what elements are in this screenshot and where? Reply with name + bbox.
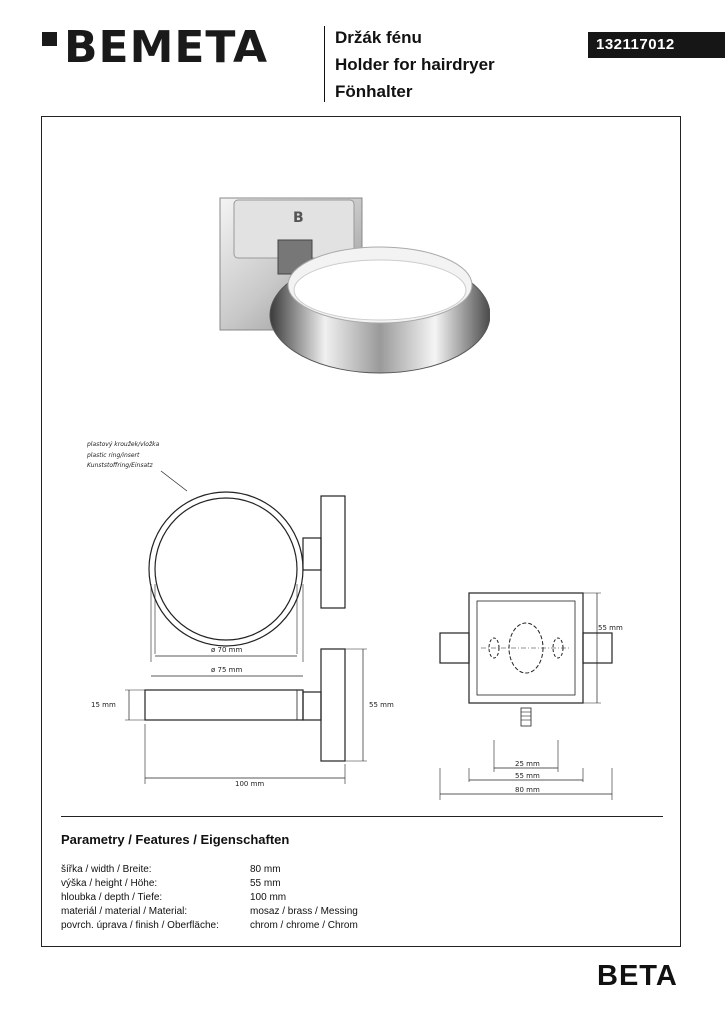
arm-side-view — [303, 692, 321, 720]
technical-drawing — [41, 116, 681, 816]
plate-side-view — [321, 649, 345, 761]
insert-label-de: Kunststoffring/Einsatz — [87, 462, 153, 469]
dim-plate-height: 55 mm — [598, 624, 623, 632]
product-title-en: Holder for hairdryer — [335, 55, 495, 74]
features-title: Parametry / Features / Eigenschaften — [61, 832, 290, 847]
product-title-de: Fönhalter — [335, 82, 413, 101]
arm-left-stub — [440, 633, 469, 663]
dim-depth: 100 mm — [235, 780, 265, 788]
feature-row-depth — [61, 891, 621, 905]
ring-outer-circle — [149, 492, 303, 646]
product-code: 132117012 — [588, 32, 725, 58]
feature-label: výška / height / Höhe: — [61, 878, 158, 889]
brand-logo-mark — [42, 32, 57, 46]
insert-label-en: plastic ring/insert — [87, 452, 140, 459]
feature-value: 80 mm — [250, 864, 281, 875]
arm-top-view — [303, 538, 321, 570]
dim-inner-diameter: ø 70 mm — [211, 646, 243, 654]
product-title-cs: Držák fénu — [335, 28, 422, 47]
insert-leader — [161, 471, 187, 491]
feature-label: materiál / material / Material: — [61, 906, 188, 917]
feature-row-finish — [61, 919, 621, 933]
feature-value: 100 mm — [250, 892, 287, 903]
feature-value: 55 mm — [250, 878, 281, 889]
dim-plate-width: 55 mm — [515, 772, 540, 780]
header-divider — [324, 26, 325, 102]
dim-hole-spacing: 25 mm — [515, 760, 540, 768]
plate-top-view — [321, 496, 345, 608]
feature-row-height — [61, 877, 621, 891]
ring-inner-circle — [155, 498, 297, 640]
dim-outer-diameter: ø 75 mm — [211, 666, 243, 674]
series-name: BETA — [597, 960, 678, 992]
ring-side-view — [145, 690, 303, 720]
arm-right-stub — [583, 633, 612, 663]
screw — [521, 708, 531, 726]
feature-row-width — [61, 863, 621, 877]
dim-total-width: 80 mm — [515, 786, 540, 794]
feature-label: hloubka / depth / Tiefe: — [61, 892, 163, 903]
feature-value: chrom / chrome / Chrom — [250, 920, 358, 931]
dim-ring-thickness: 15 mm — [91, 701, 116, 709]
features-divider — [61, 816, 663, 817]
dim-height-side: 55 mm — [369, 701, 394, 709]
feature-label: povrch. úprava / finish / Oberfläche: — [61, 920, 219, 931]
feature-row-material — [61, 905, 621, 919]
feature-label: šířka / width / Breite: — [61, 864, 152, 875]
feature-value: mosaz / brass / Messing — [250, 906, 358, 917]
photo-logo-letter: B — [293, 210, 304, 226]
brand-logo: BEMETA — [64, 22, 269, 73]
insert-label-cs: plastový kroužek/vložka — [87, 441, 160, 448]
